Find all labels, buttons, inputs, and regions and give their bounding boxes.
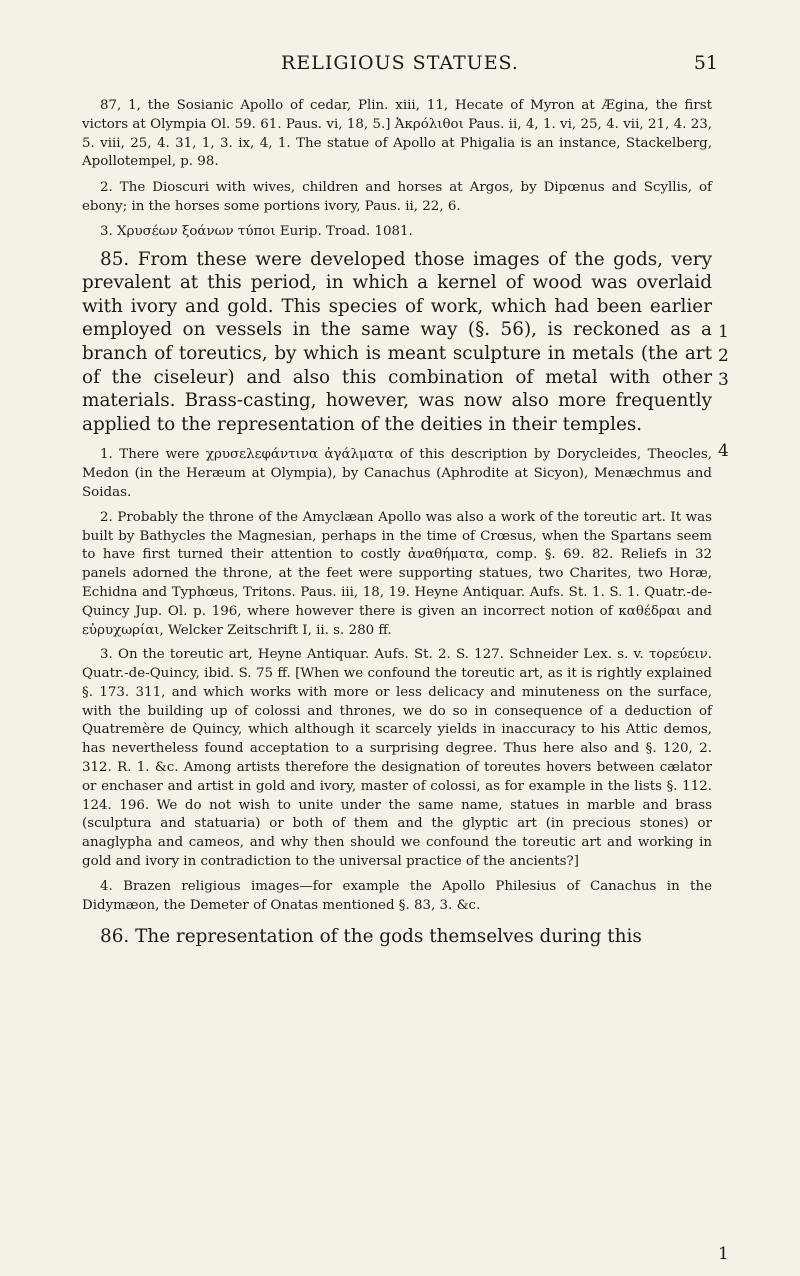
footnote-paragraph: 2. Probably the throne of the Amyclæan Apollo was also a work of the toreutic art. It was built by Bathycles the Magnesian, perhaps in the time of Crœsus, when the Spartans seem to have first turned their attention to costly ἀναθήματα, comp. §. 69. 82. Reliefs in 32 panels adorned the throne, at the feet were supporting statues, two Charites, two Horæ, Echidna and Typhœus, Tritons. Paus. iii, 18, 19. Heyne Antiquar. Aufs. St. 1. S. 1. Quatr.-de-Quincy Jup. Ol. p. 196, where however there is given an incorrect notion of καθέδραι and εὐρυχωρίαι, Welcker Zeitschrift I, ii. s. 280 ff. [82, 509, 712, 638]
page-title: RELIGIOUS STATUES. [281, 52, 519, 74]
margin-number: 4 [718, 441, 729, 461]
footnote-paragraph: 2. The Dioscuri with wives, children and horses at Argos, by Dipœnus and Scyllis, of ebony; in the horses some portions ivory, Paus. ii, 22, 6. [82, 180, 712, 214]
footnote-paragraph: 1. There were χρυσελεφάντινα ἀγάλματα of this description by Dorycleides, Theocles, Medon (in the Heræum at Olympia), by Canachus (Aphrodite at Sicyon), Menæchmus and Soidas. [82, 447, 712, 500]
footnote-paragraph: 87, 1, the Sosianic Apollo of cedar, Plin. xiii, 11, Hecate of Myron at Ægina, the first victors at Olympia Ol. 59. 61. Paus. vi, 18, 5.] Ἀκρόλιθοι Paus. ii, 4, 1. vi, 25, 4. vii, 21, 4. 23, 5. viii, 25, 4. 31, 1, 3. ix, 4, 1. The statue of Apollo at Phigalia is an instance, Stackelberg, Apollotempel, p. 98. [82, 98, 712, 170]
body-text [82, 97, 712, 949]
page-number: 51 [693, 52, 718, 74]
section-86-paragraph: 86. The representation of the gods themselves during this [100, 926, 642, 948]
footnote-paragraph: 3. On the toreutic art, Heyne Antiquar. Aufs. St. 2. S. 127. Schneider Lex. s. v. τορεύειν. Quatr.-de-Quincy, ibid. S. 75 ff. [When we confound the toreutic art, as it is rightly explained §. 173. 311, and which works with more or less delicacy and minuteness on the surface, with the building up of colossi and thrones, we do so in consequence of a deduction of Quatremère de Quincy, which although it scarcely yields in inaccuracy to his Attic demos, has nevertheless found acceptation to a surprising degree. Thus here also and §. 120, 2. 312. R. 1. &c. Among artists therefore the designation of toreutes hovers between cælator or enchaser and artist in gold and ivory, master of colossi, as for example in the lists §. 112. 124. 196. We do not wish to unite under the same name, statues in marble and brass (sculptura and statuaria) or both of them and the glyptic art (in precious stones) or anaglypha and cameos, and why then should we confound the toreutic art and working in gold and ivory in contradiction to the universal practice of the ancients?] [82, 647, 712, 870]
margin-number: 1 [718, 322, 729, 342]
footnote-paragraph: 4. Brazen religious images—for example the Apollo Philesius of Canachus in the Didymæon, the Demeter of Onatas mentioned §. 83, 3. &c. [82, 878, 712, 913]
section-85-paragraph: 85. From these were developed those images of the gods, very prevalent at this period, in which a kernel of wood was overlaid with ivory and gold. This species of work, which had been earlier employed on vessels in the same way (§. 56), is reckoned as a branch of toreutics, by which is meant sculpture in metals (the art of the ciseleur) and also this combination of metal with other materials. Brass-casting, however, was now also more frequently applied to the representation of the deities in their temples. [82, 248, 712, 435]
running-head [82, 52, 718, 76]
footnote-paragraph: 3. Χρυσέων ξοάνων τύποι Eurip. Troad. 1081. [100, 223, 413, 239]
margin-number: 1 [718, 1244, 729, 1264]
margin-number: 3 [718, 370, 729, 390]
margin-number: 2 [718, 346, 729, 366]
